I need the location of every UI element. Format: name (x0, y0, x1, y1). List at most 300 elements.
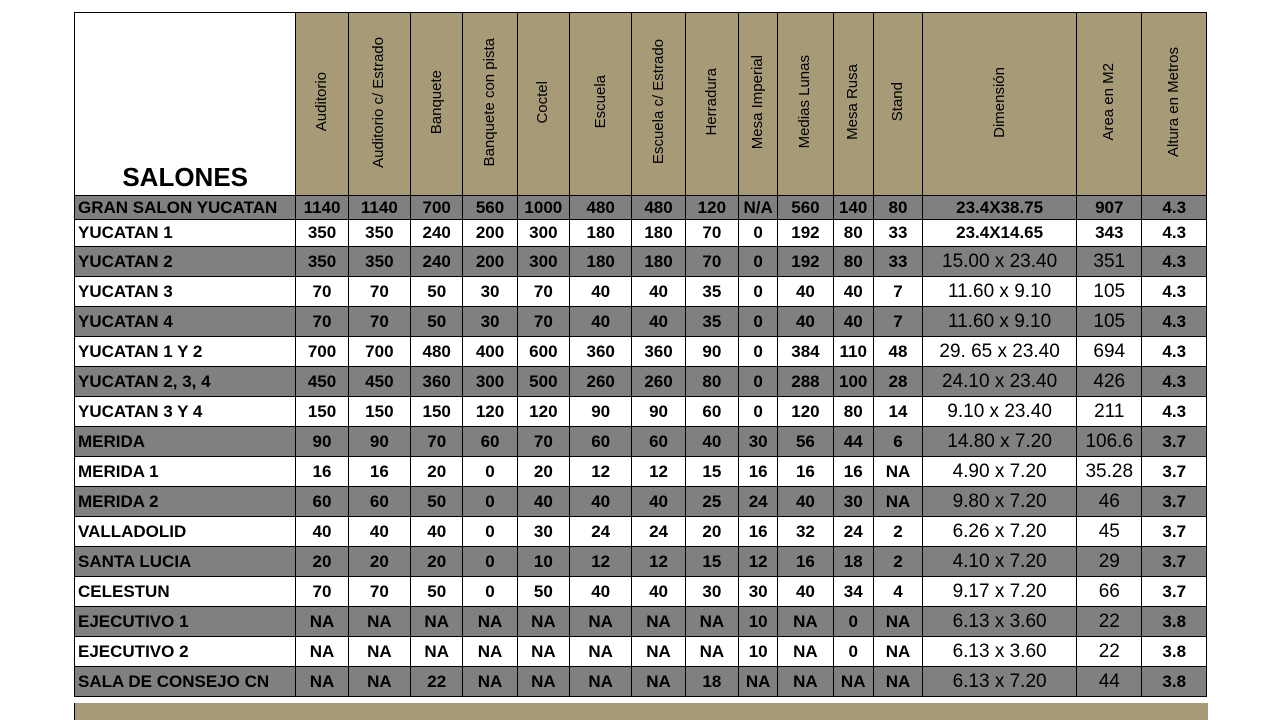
capacity-cell: 120 (778, 397, 833, 427)
height-cell: 4.3 (1142, 247, 1207, 277)
capacity-cell: 80 (685, 367, 738, 397)
height-cell: 3.8 (1142, 607, 1207, 637)
capacity-cell: NA (517, 667, 569, 697)
capacity-cell: 40 (833, 307, 873, 337)
table-row (75, 307, 1207, 337)
capacity-cell: 60 (463, 427, 517, 457)
capacity-cell: 150 (296, 397, 348, 427)
capacity-cell: 300 (463, 367, 517, 397)
capacity-cell: NA (296, 607, 348, 637)
capacity-cell: 700 (296, 337, 348, 367)
capacity-cell: 360 (411, 367, 463, 397)
height-cell: 4.3 (1142, 367, 1207, 397)
capacity-cell: 16 (833, 457, 873, 487)
capacity-cell: 1140 (348, 196, 410, 220)
capacity-cell: 33 (873, 247, 922, 277)
capacity-cell: 70 (411, 427, 463, 457)
capacity-cell: 70 (348, 307, 410, 337)
capacity-cell: 7 (873, 307, 922, 337)
height-cell: 3.7 (1142, 457, 1207, 487)
height-cell: 3.7 (1142, 577, 1207, 607)
capacity-cell: 70 (348, 277, 410, 307)
capacity-cell: 30 (739, 427, 778, 457)
table-row (75, 247, 1207, 277)
capacity-cell: 90 (570, 397, 632, 427)
capacity-cell: 35 (685, 277, 738, 307)
capacity-cell: 18 (685, 667, 738, 697)
area-cell: 29 (1077, 547, 1142, 577)
capacity-cell: NA (685, 637, 738, 667)
col-header-label: Escuela (591, 75, 609, 129)
capacity-cell: 10 (739, 637, 778, 667)
table-row (75, 220, 1207, 247)
capacity-cell: 30 (833, 487, 873, 517)
table-body (75, 196, 1207, 697)
capacity-cell: 60 (570, 427, 632, 457)
capacity-cell: 90 (632, 397, 685, 427)
capacity-cell: 40 (778, 277, 833, 307)
capacity-cell: NA (411, 607, 463, 637)
col-header (923, 13, 1077, 196)
capacity-cell: 700 (411, 196, 463, 220)
dimension-cell: 6.13 x 3.60 (923, 637, 1077, 667)
capacity-cell: 70 (296, 277, 348, 307)
capacity-cell: 100 (833, 367, 873, 397)
col-header (632, 13, 685, 196)
capacity-cell: 180 (632, 220, 685, 247)
capacity-cell: 260 (632, 367, 685, 397)
capacity-cell: 350 (296, 247, 348, 277)
salon-name: YUCATAN 1 (75, 220, 296, 247)
dimension-cell: 15.00 x 23.40 (923, 247, 1077, 277)
height-cell: 4.3 (1142, 307, 1207, 337)
capacity-cell: NA (778, 607, 833, 637)
capacity-cell: 150 (348, 397, 410, 427)
capacity-cell: 16 (778, 457, 833, 487)
capacity-cell: NA (463, 637, 517, 667)
col-header (685, 13, 738, 196)
capacity-cell: NA (517, 637, 569, 667)
dimension-cell: 6.13 x 3.60 (923, 607, 1077, 637)
header-row (75, 13, 1207, 196)
capacity-cell: 7 (873, 277, 922, 307)
dimension-cell: 11.60 x 9.10 (923, 307, 1077, 337)
capacity-cell: NA (632, 637, 685, 667)
dimension-cell: 24.10 x 23.40 (923, 367, 1077, 397)
col-header (463, 13, 517, 196)
capacity-cell: 4 (873, 577, 922, 607)
footer-band (74, 703, 1208, 720)
capacity-cell: 240 (411, 220, 463, 247)
dimension-cell: 9.17 x 7.20 (923, 577, 1077, 607)
capacity-cell: 192 (778, 247, 833, 277)
capacity-cell: NA (296, 667, 348, 697)
capacity-cell: 0 (739, 220, 778, 247)
capacity-cell: 140 (833, 196, 873, 220)
capacity-cell: 0 (739, 307, 778, 337)
area-cell: 22 (1077, 607, 1142, 637)
capacity-cell: NA (348, 637, 410, 667)
capacity-cell: 16 (778, 547, 833, 577)
col-header-label: Escuela c/ Estrado (649, 39, 667, 165)
capacity-cell: NA (739, 667, 778, 697)
capacity-cell: 18 (833, 547, 873, 577)
col-header-label: Mesa Rusa (844, 64, 862, 140)
capacity-cell: 33 (873, 220, 922, 247)
capacity-cell: 50 (411, 577, 463, 607)
capacity-cell: 0 (739, 397, 778, 427)
capacity-cell: 0 (833, 607, 873, 637)
capacity-cell: 44 (833, 427, 873, 457)
height-cell: 4.3 (1142, 196, 1207, 220)
capacity-cell: 60 (348, 487, 410, 517)
capacity-cell: NA (873, 637, 922, 667)
col-header (570, 13, 632, 196)
area-cell: 46 (1077, 487, 1142, 517)
salon-name: EJECUTIVO 1 (75, 607, 296, 637)
col-header-label: Coctel (534, 80, 552, 124)
height-cell: 4.3 (1142, 397, 1207, 427)
salon-name: MERIDA 2 (75, 487, 296, 517)
col-header (739, 13, 778, 196)
height-cell: 4.3 (1142, 220, 1207, 247)
capacity-cell: 48 (873, 337, 922, 367)
capacity-cell: 350 (348, 220, 410, 247)
capacity-cell: 1140 (296, 196, 348, 220)
capacity-cell: 110 (833, 337, 873, 367)
capacity-cell: 40 (833, 277, 873, 307)
col-header (1077, 13, 1142, 196)
height-cell: 3.8 (1142, 637, 1207, 667)
capacity-cell: 40 (570, 307, 632, 337)
capacity-cell: 14 (873, 397, 922, 427)
capacity-cell: 384 (778, 337, 833, 367)
capacity-cell: 350 (296, 220, 348, 247)
salones-capacity-table (74, 12, 1207, 697)
capacity-cell: N/A (739, 196, 778, 220)
capacity-cell: 2 (873, 517, 922, 547)
capacity-cell: 24 (570, 517, 632, 547)
capacity-cell: 0 (739, 367, 778, 397)
capacity-cell: 60 (685, 397, 738, 427)
dimension-cell: 23.4X38.75 (923, 196, 1077, 220)
salones-table-container (74, 12, 1207, 697)
capacity-cell: NA (632, 667, 685, 697)
area-cell: 22 (1077, 637, 1142, 667)
col-header (296, 13, 348, 196)
col-header-label: Stand (888, 82, 906, 122)
col-header-label: Banquete con pista (481, 37, 499, 167)
capacity-cell: 20 (685, 517, 738, 547)
height-cell: 3.7 (1142, 517, 1207, 547)
capacity-cell: 40 (411, 517, 463, 547)
area-cell: 105 (1077, 277, 1142, 307)
capacity-cell: 40 (570, 277, 632, 307)
col-header-label: Medias Lunas (796, 55, 814, 149)
area-cell: 351 (1077, 247, 1142, 277)
area-cell: 211 (1077, 397, 1142, 427)
capacity-cell: NA (348, 667, 410, 697)
salon-name: YUCATAN 3 Y 4 (75, 397, 296, 427)
capacity-cell: 700 (348, 337, 410, 367)
capacity-cell: NA (685, 607, 738, 637)
capacity-cell: NA (296, 637, 348, 667)
capacity-cell: 1000 (517, 196, 569, 220)
capacity-cell: 12 (632, 457, 685, 487)
table-row (75, 457, 1207, 487)
col-header-label: Mesa Imperial (749, 54, 767, 150)
capacity-cell: 0 (463, 577, 517, 607)
table-row (75, 196, 1207, 220)
capacity-cell: 240 (411, 247, 463, 277)
capacity-cell: 480 (411, 337, 463, 367)
salon-name: MERIDA (75, 427, 296, 457)
col-header (517, 13, 569, 196)
capacity-cell: NA (463, 667, 517, 697)
dimension-cell: 29. 65 x 23.40 (923, 337, 1077, 367)
capacity-cell: 2 (873, 547, 922, 577)
capacity-cell: 260 (570, 367, 632, 397)
capacity-cell: NA (411, 637, 463, 667)
capacity-cell: NA (778, 667, 833, 697)
capacity-cell: 30 (463, 277, 517, 307)
col-header (873, 13, 922, 196)
capacity-cell: 12 (570, 547, 632, 577)
capacity-cell: 40 (778, 487, 833, 517)
salon-name: YUCATAN 1 Y 2 (75, 337, 296, 367)
capacity-cell: 30 (463, 307, 517, 337)
area-cell: 105 (1077, 307, 1142, 337)
capacity-cell: 300 (517, 247, 569, 277)
capacity-cell: 40 (778, 577, 833, 607)
table-row (75, 607, 1207, 637)
capacity-cell: 180 (570, 247, 632, 277)
capacity-cell: 180 (570, 220, 632, 247)
capacity-cell: 600 (517, 337, 569, 367)
capacity-cell: 10 (739, 607, 778, 637)
capacity-cell: 150 (411, 397, 463, 427)
capacity-cell: 25 (685, 487, 738, 517)
col-header-label: Area en M2 (1100, 63, 1118, 141)
capacity-cell: 40 (348, 517, 410, 547)
capacity-cell: 360 (632, 337, 685, 367)
capacity-cell: NA (873, 607, 922, 637)
capacity-cell: 50 (411, 307, 463, 337)
capacity-cell: NA (570, 637, 632, 667)
capacity-cell: NA (517, 607, 569, 637)
capacity-cell: 24 (739, 487, 778, 517)
capacity-cell: NA (873, 457, 922, 487)
capacity-cell: 34 (833, 577, 873, 607)
salon-name: SANTA LUCIA (75, 547, 296, 577)
height-cell: 3.7 (1142, 547, 1207, 577)
capacity-cell: 50 (411, 487, 463, 517)
capacity-cell: 22 (411, 667, 463, 697)
capacity-cell: 30 (517, 517, 569, 547)
capacity-cell: 560 (463, 196, 517, 220)
capacity-cell: 15 (685, 547, 738, 577)
capacity-cell: 480 (632, 196, 685, 220)
capacity-cell: 60 (632, 427, 685, 457)
capacity-cell: 12 (570, 457, 632, 487)
capacity-cell: 20 (296, 547, 348, 577)
dimension-cell: 23.4X14.65 (923, 220, 1077, 247)
capacity-cell: 16 (296, 457, 348, 487)
salon-name: EJECUTIVO 2 (75, 637, 296, 667)
area-cell: 426 (1077, 367, 1142, 397)
table-row (75, 337, 1207, 367)
capacity-cell: 40 (632, 307, 685, 337)
capacity-cell: 16 (348, 457, 410, 487)
capacity-cell: 70 (348, 577, 410, 607)
capacity-cell: NA (778, 637, 833, 667)
capacity-cell: 300 (517, 220, 569, 247)
capacity-cell: 350 (348, 247, 410, 277)
capacity-cell: 24 (632, 517, 685, 547)
capacity-cell: 90 (348, 427, 410, 457)
capacity-cell: 30 (685, 577, 738, 607)
salon-name: YUCATAN 2 (75, 247, 296, 277)
capacity-cell: NA (348, 607, 410, 637)
col-header (833, 13, 873, 196)
capacity-cell: 35 (685, 307, 738, 337)
capacity-cell: NA (570, 667, 632, 697)
table-row (75, 397, 1207, 427)
dimension-cell: 4.90 x 7.20 (923, 457, 1077, 487)
capacity-cell: NA (463, 607, 517, 637)
salon-name: YUCATAN 2, 3, 4 (75, 367, 296, 397)
capacity-cell: 120 (463, 397, 517, 427)
capacity-cell: 20 (348, 547, 410, 577)
capacity-cell: 70 (296, 307, 348, 337)
col-header (778, 13, 833, 196)
salon-name: CELESTUN (75, 577, 296, 607)
capacity-cell: 16 (739, 457, 778, 487)
capacity-cell: 70 (517, 427, 569, 457)
capacity-cell: 0 (739, 247, 778, 277)
capacity-cell: 500 (517, 367, 569, 397)
capacity-cell: NA (632, 607, 685, 637)
capacity-cell: 0 (463, 457, 517, 487)
capacity-cell: 0 (463, 547, 517, 577)
height-cell: 3.8 (1142, 667, 1207, 697)
capacity-cell: 120 (685, 196, 738, 220)
area-cell: 694 (1077, 337, 1142, 367)
capacity-cell: 10 (517, 547, 569, 577)
table-row (75, 487, 1207, 517)
height-cell: 4.3 (1142, 277, 1207, 307)
col-header-label: Auditorio c/ Estrado (370, 36, 388, 168)
table-row (75, 577, 1207, 607)
dimension-cell: 4.10 x 7.20 (923, 547, 1077, 577)
capacity-cell: NA (873, 487, 922, 517)
capacity-cell: 20 (517, 457, 569, 487)
col-header (1142, 13, 1207, 196)
capacity-cell: 32 (778, 517, 833, 547)
capacity-cell: 70 (296, 577, 348, 607)
table-row (75, 667, 1207, 697)
capacity-cell: NA (873, 667, 922, 697)
capacity-cell: 20 (411, 547, 463, 577)
capacity-cell: 450 (296, 367, 348, 397)
table-row (75, 637, 1207, 667)
capacity-cell: 560 (778, 196, 833, 220)
col-header (411, 13, 463, 196)
corner-label: SALONES (75, 13, 296, 196)
capacity-cell: 12 (632, 547, 685, 577)
dimension-cell: 14.80 x 7.20 (923, 427, 1077, 457)
capacity-cell: 80 (873, 196, 922, 220)
capacity-cell: 0 (739, 277, 778, 307)
height-cell: 4.3 (1142, 337, 1207, 367)
capacity-cell: 90 (685, 337, 738, 367)
area-cell: 106.6 (1077, 427, 1142, 457)
salon-name: YUCATAN 4 (75, 307, 296, 337)
capacity-cell: 40 (632, 577, 685, 607)
capacity-cell: 15 (685, 457, 738, 487)
capacity-cell: 80 (833, 220, 873, 247)
area-cell: 907 (1077, 196, 1142, 220)
col-header-label: Dimensión (990, 66, 1008, 138)
capacity-cell: 20 (411, 457, 463, 487)
height-cell: 3.7 (1142, 487, 1207, 517)
capacity-cell: 40 (570, 487, 632, 517)
salon-name: GRAN SALON YUCATAN (75, 196, 296, 220)
table-row (75, 277, 1207, 307)
capacity-cell: 50 (411, 277, 463, 307)
capacity-cell: 200 (463, 220, 517, 247)
capacity-cell: 56 (778, 427, 833, 457)
capacity-cell: 0 (463, 487, 517, 517)
salon-name: MERIDA 1 (75, 457, 296, 487)
area-cell: 66 (1077, 577, 1142, 607)
table-row (75, 427, 1207, 457)
capacity-cell: 200 (463, 247, 517, 277)
capacity-cell: 0 (739, 337, 778, 367)
height-cell: 3.7 (1142, 427, 1207, 457)
capacity-cell: 90 (296, 427, 348, 457)
col-header-label: Herradura (702, 68, 720, 136)
capacity-cell: 40 (632, 487, 685, 517)
dimension-cell: 11.60 x 9.10 (923, 277, 1077, 307)
area-cell: 343 (1077, 220, 1142, 247)
capacity-cell: 40 (685, 427, 738, 457)
capacity-cell: 40 (778, 307, 833, 337)
dimension-cell: 6.13 x 7.20 (923, 667, 1077, 697)
col-header (348, 13, 410, 196)
capacity-cell: 480 (570, 196, 632, 220)
capacity-cell: 120 (517, 397, 569, 427)
capacity-cell: 24 (833, 517, 873, 547)
capacity-cell: 80 (833, 247, 873, 277)
capacity-cell: 192 (778, 220, 833, 247)
salon-name: SALA DE CONSEJO CN (75, 667, 296, 697)
table-row (75, 547, 1207, 577)
capacity-cell: 70 (685, 247, 738, 277)
capacity-cell: 400 (463, 337, 517, 367)
capacity-cell: 40 (296, 517, 348, 547)
table-row (75, 517, 1207, 547)
capacity-cell: 50 (517, 577, 569, 607)
salon-name: VALLADOLID (75, 517, 296, 547)
capacity-cell: 12 (739, 547, 778, 577)
capacity-cell: 70 (517, 277, 569, 307)
capacity-cell: 6 (873, 427, 922, 457)
capacity-cell: 40 (632, 277, 685, 307)
capacity-cell: 60 (296, 487, 348, 517)
capacity-cell: 360 (570, 337, 632, 367)
dimension-cell: 9.10 x 23.40 (923, 397, 1077, 427)
